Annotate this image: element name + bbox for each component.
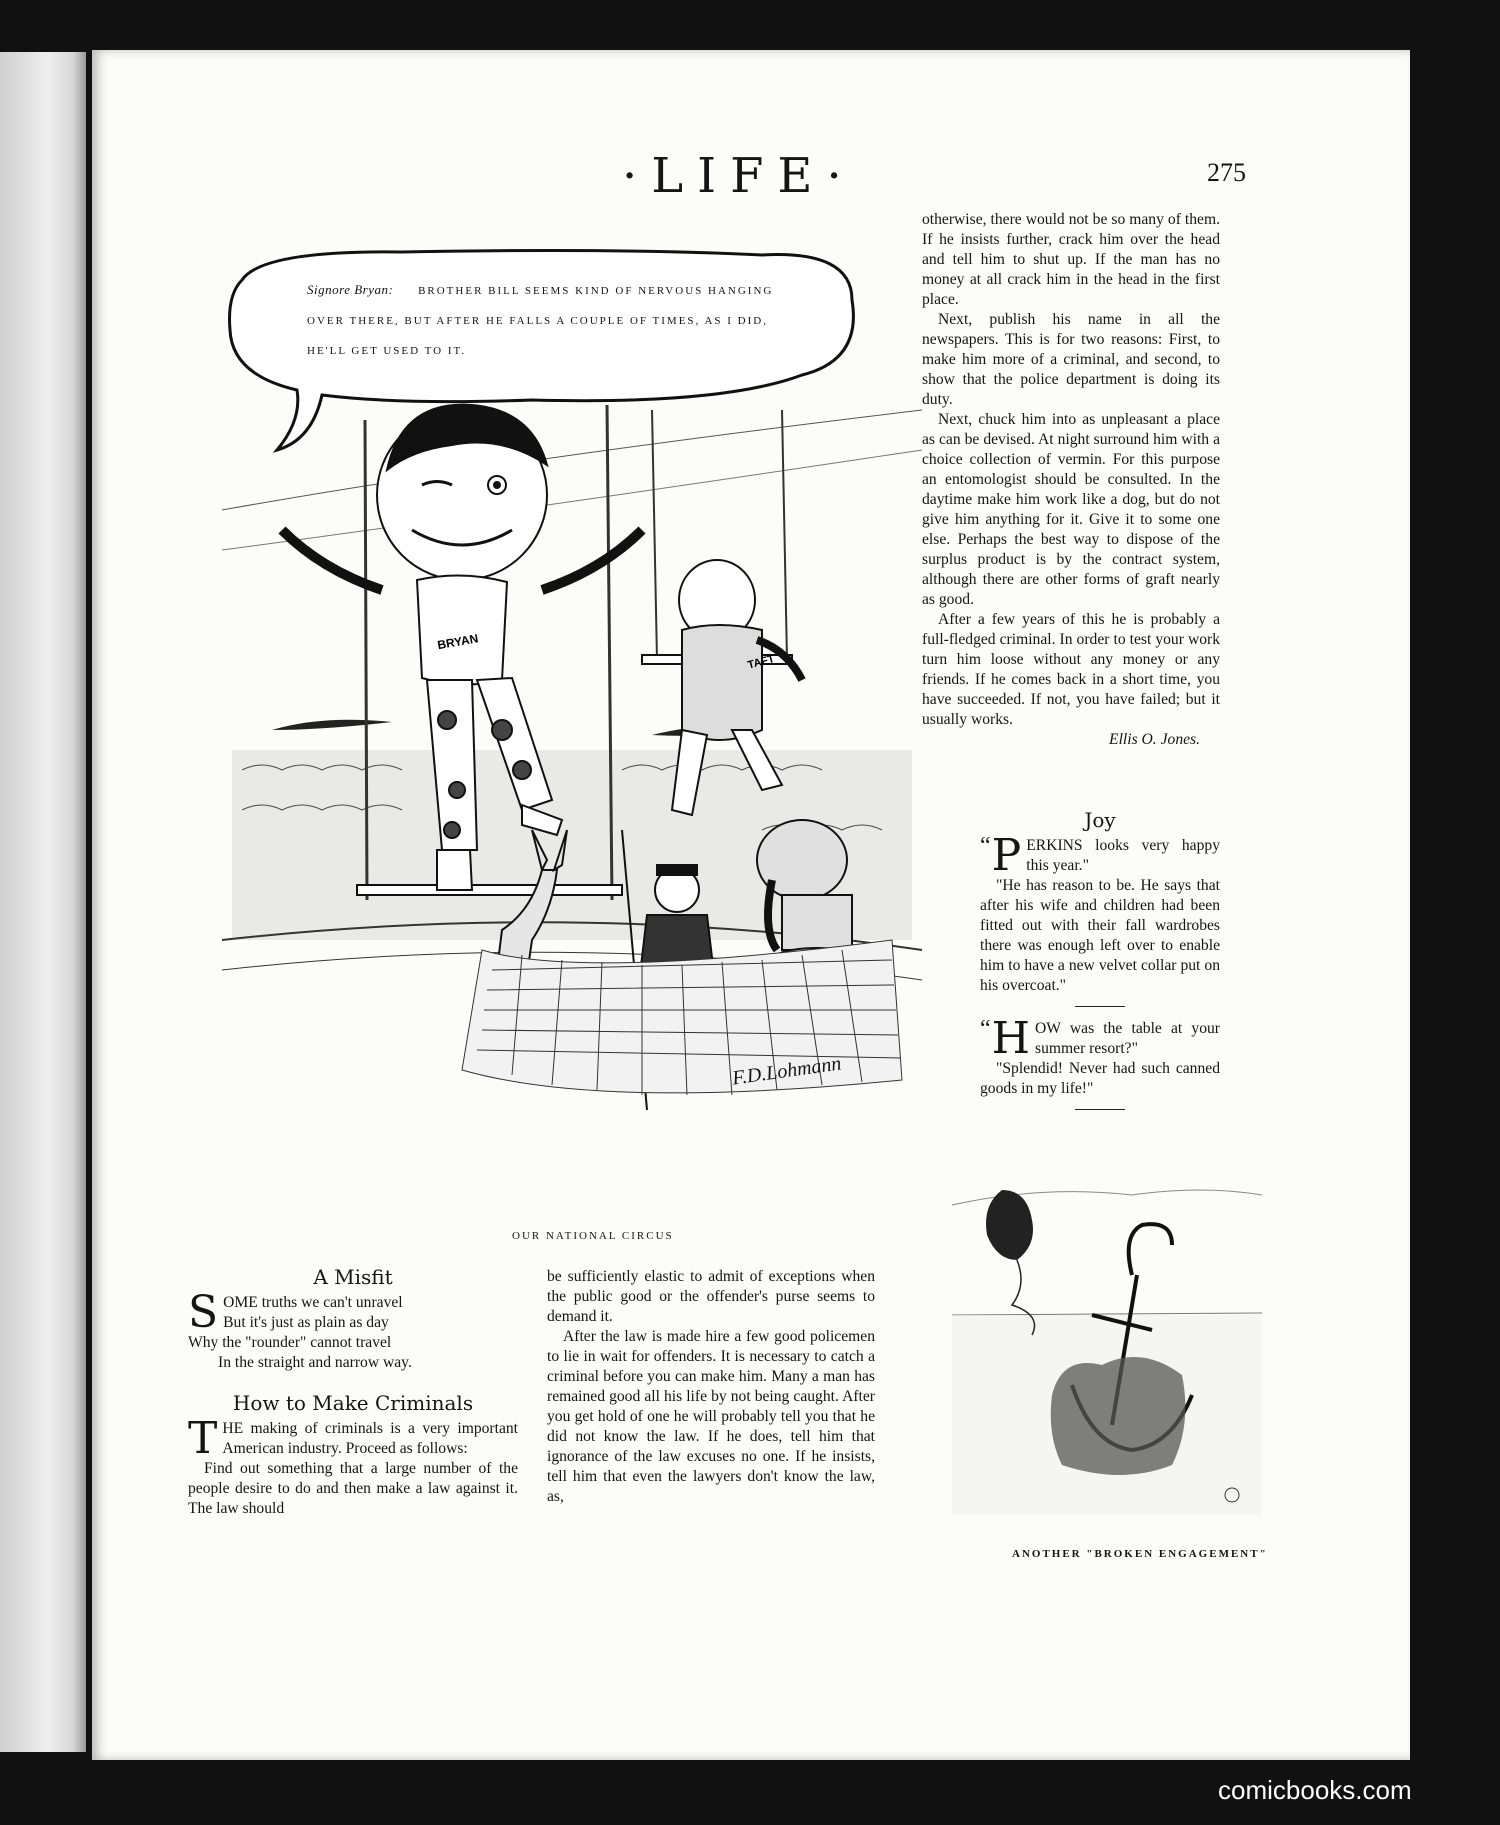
open-quote: “ xyxy=(980,1016,991,1042)
criminals-title: How to Make Criminals xyxy=(232,1391,474,1415)
author-byline: Ellis O. Jones. xyxy=(1109,731,1200,748)
section-rule xyxy=(1075,1006,1125,1007)
magazine-page xyxy=(92,50,1410,1760)
dropcap: S xyxy=(188,1287,219,1338)
criminals-opening-text: HE making of criminals is a very important American industry. Proceed as follows: xyxy=(222,1420,518,1457)
poem-line-4: In the straight and narrow way. xyxy=(218,1354,412,1371)
speech-speaker: Signore Bryan: xyxy=(307,282,394,297)
open-quote: “ xyxy=(980,833,991,859)
criminals-article-continued xyxy=(922,210,1220,750)
poem-line-3: Why the "rounder" cannot travel xyxy=(188,1334,392,1351)
joy-title: Joy xyxy=(1084,808,1116,832)
masthead: ·LIFE· xyxy=(622,148,856,204)
joy-item-1 xyxy=(980,830,1220,996)
middle-column xyxy=(547,1267,875,1507)
joy-item-1-reply: "He has reason to be. He says that after his wife and children had been fitted out with their fall wardrobes there was enough left over to enable him to have a new velvet collar put on his overcoat." xyxy=(980,877,1220,994)
speech-line-2: OVER THERE, BUT AFTER HE FALLS A COUPLE OF TIMES, AS I DID, xyxy=(307,315,768,327)
artist-signature: F.D.Lohmann xyxy=(730,1052,843,1090)
article-paragraph: After a few years of this he is probably a full-fledged criminal. In order to test your work turn him loose without any money or any friends. If he comes back in a short time, you have succeeded. If not, you have failed; but it usually works. xyxy=(922,611,1220,728)
article-paragraph: be sufficiently elastic to admit of exceptions when the public good or the offender's purse seems to demand it. xyxy=(547,1268,875,1325)
article-paragraph: Next, chuck him into as unpleasant a place as can be devised. At night surround him with a choice collection of vermin. For this purpose an entomologist should be consulted. In the daytime make him work like a dog, but do not give him anything for it. Give it to some one else. Perhaps the best way to dispose of the surplus product is by the contract system, although there are other forms of graft nearly as good. xyxy=(922,411,1220,608)
speech-balloon-text xyxy=(307,275,867,366)
dropcap: P xyxy=(991,830,1022,881)
joy-item-2-reply: "Splendid! Never had such canned goods in my life!" xyxy=(980,1060,1220,1097)
bryan-shirt-label: BRYAN xyxy=(436,631,480,653)
facing-page-edge xyxy=(0,52,86,1752)
article-paragraph: Find out something that a large number of the people desire to do and then make a law against it. The law should xyxy=(188,1460,518,1517)
misfit-title: A Misfit xyxy=(313,1265,393,1289)
speech-line-3: HE'LL GET USED TO IT. xyxy=(307,345,467,357)
left-column xyxy=(188,1267,518,1519)
joy-item-2 xyxy=(980,1013,1220,1099)
joy-section xyxy=(980,810,1220,1122)
stump-icon xyxy=(1051,1357,1186,1475)
dropcap: H xyxy=(991,1013,1031,1064)
anchor-cartoon xyxy=(942,1165,1272,1535)
joy-item-2-question: OW was the table at your summer resort?" xyxy=(1035,1020,1220,1057)
taft-sleeve-label: TAFT xyxy=(746,652,776,672)
anchor-caption: ANOTHER "BROKEN ENGAGEMENT" xyxy=(1012,1548,1268,1560)
circus-caption: OUR NATIONAL CIRCUS xyxy=(512,1230,674,1242)
article-paragraph: Next, publish his name in all the newspapers. This is for two reasons: First, to make him more of a criminal, and second, to show that the police department is doing its duty. xyxy=(922,311,1220,408)
misfit-poem xyxy=(188,1287,518,1373)
poem-line-1: OME truths we can't unravel xyxy=(223,1294,403,1311)
joy-item-1-question: ERKINS looks very happy this year." xyxy=(1026,837,1220,874)
dropcap: T xyxy=(188,1413,218,1464)
article-paragraph: After the law is made hire a few good policemen to lie in wait for offenders. It is necessary to catch a criminal before you can make him. Many a man has remained good all his life by not being caught. After you get hold of one he will probably tell you that he did not know the law. If he does, tell him that ignorance of the law excuses no one. If he insists, tell him that even the lawyers don't know the law, as, xyxy=(547,1328,875,1505)
section-rule xyxy=(1075,1109,1125,1110)
site-watermark: comicbooks.com xyxy=(1218,1775,1412,1805)
speech-line-1: BROTHER BILL SEEMS KIND OF NERVOUS HANGING xyxy=(418,285,774,297)
criminals-opening xyxy=(188,1413,518,1464)
poem-line-2: But it's just as plain as day xyxy=(223,1314,389,1331)
article-paragraph: otherwise, there would not be so many of them. If he insists further, crack him over the head and tell him to shut up. If the man has no money at all crack him in the head in the first place. xyxy=(922,211,1220,308)
balloon-icon xyxy=(986,1190,1033,1260)
page-number: 275 xyxy=(1207,158,1246,187)
